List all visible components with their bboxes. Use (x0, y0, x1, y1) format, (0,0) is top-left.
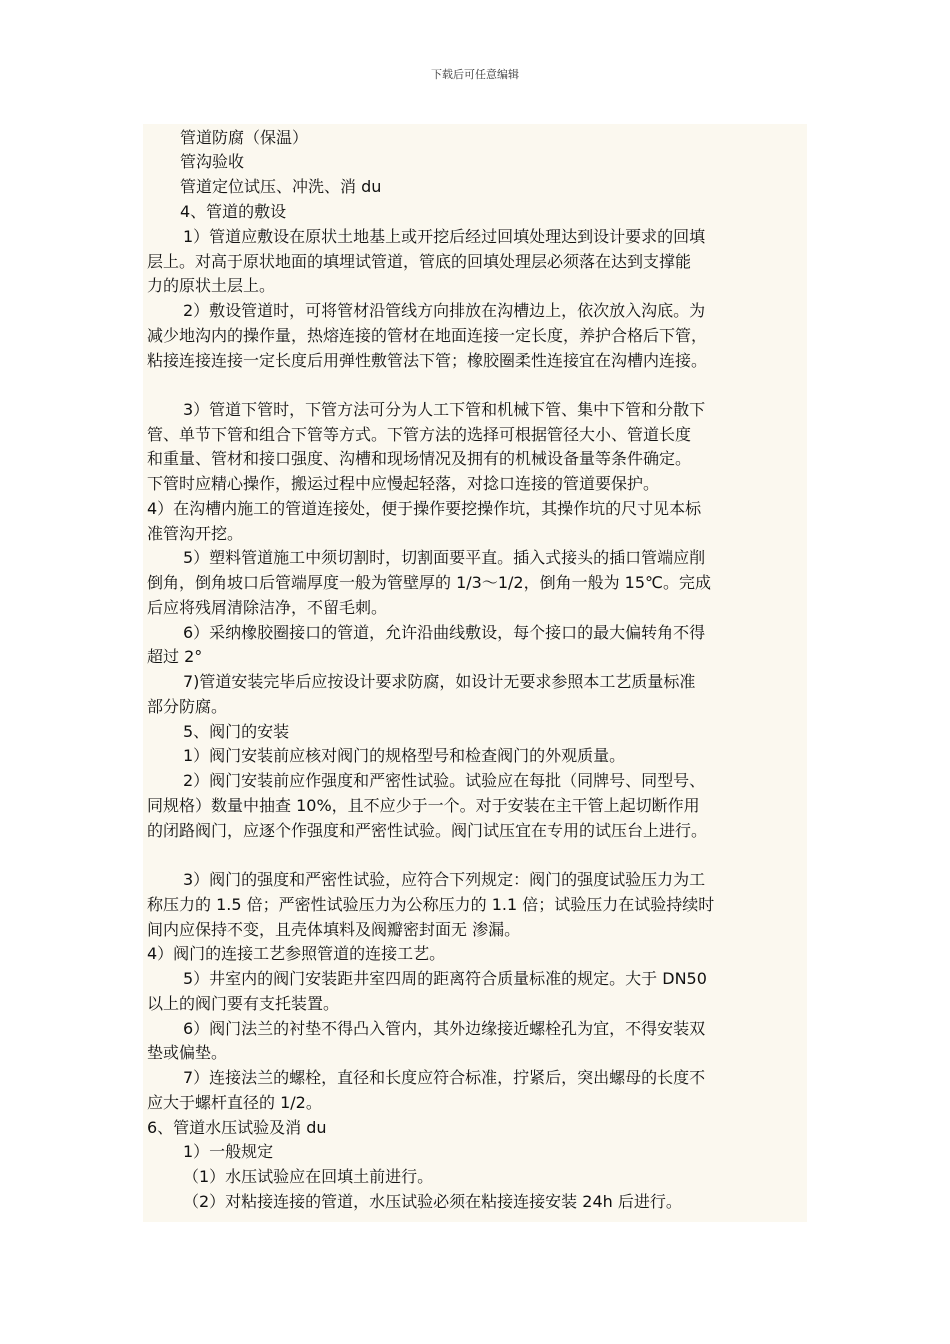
text-line: 1）阀门安装前应核对阀门的规格型号和检查阀门的外观质量。 (183, 746, 626, 765)
text-line: 2）敷设管道时，可将管材沿管线方向排放在沟槽边上，依次放入沟底。为 (183, 301, 706, 320)
text-line: 4）在沟槽内施工的管道连接处，便于操作要挖操作坑，其操作坑的尺寸见本标 (147, 499, 702, 518)
text-line: 准管沟开挖。 (147, 524, 244, 543)
text-line: 的闭路阀门，应逐个作强度和严密性试验。阀门试压宜在专用的试压台上进行。 (147, 821, 708, 840)
text-line: 管沟验收 (180, 152, 245, 171)
text-line: 间内应保持不变，且壳体填料及阀瓣密封面无 渗漏。 (147, 920, 521, 939)
text-line: 层上。对高于原状地面的填埋试管道，管底的回填处理层必须落在达到支撑能 (147, 252, 692, 271)
text-line: 6）采纳橡胶圈接口的管道，允许沿曲线敷设，每个接口的最大偏转角不得 (183, 623, 706, 642)
text-line: 6、管道水压试验及消 du (147, 1118, 327, 1137)
text-line: 5、阀门的安装 (183, 722, 290, 741)
text-line: 以上的阀门要有支托装置。 (147, 994, 340, 1013)
text-line: 6）阀门法兰的衬垫不得凸入管内，其外边缘接近螺栓孔为宜，不得安装双 (183, 1019, 706, 1038)
text-line: 管道防腐（保温） (180, 128, 309, 147)
text-line: 1）管道应敷设在原状土地基上或开挖后经过回填处理达到设计要求的回填 (183, 227, 706, 246)
text-line: 后应将残屑清除洁净，不留毛刺。 (147, 598, 388, 617)
text-line: 倒角，倒角坡口后管端厚度一般为管壁厚的 1/3～1/2，倒角一般为 15℃。完成 (147, 573, 712, 592)
text-line: 称压力的 1.5 倍；严密性试验压力为公称压力的 1.1 倍；试验压力在试验持续时 (147, 895, 715, 914)
text-line: 力的原状土层上。 (147, 276, 276, 295)
text-line: 5）井室内的阀门安装距井室四周的距离符合质量标准的规定。大于 DN50 (183, 969, 707, 988)
text-line: 下管时应精心操作，搬运过程中应慢起轻落，对捻口连接的管道要保护。 (147, 474, 660, 493)
text-line: 垫或偏垫。 (147, 1043, 228, 1062)
text-line: 7)管道安装完毕后应按设计要求防腐，如设计无要求参照本工艺质量标准 (183, 672, 696, 691)
text-line: （2）对粘接连接的管道，水压试验必须在粘接连接安装 24h 后进行。 (183, 1192, 682, 1211)
text-line: 应大于螺杆直径的 1/2。 (147, 1093, 322, 1112)
text-line: 管、单节下管和组合下管等方式。下管方法的选择可根据管径大小、管道长度 (147, 425, 692, 444)
text-line: 3）管道下管时，下管方法可分为人工下管和机械下管、集中下管和分散下 (183, 400, 706, 419)
text-line: （1）水压试验应在回填土前进行。 (183, 1167, 434, 1186)
text-line: 同规格）数量中抽查 10%，且不应少于一个。对于安装在主干管上起切断作用 (147, 796, 700, 815)
document-body (143, 124, 807, 1222)
text-line: 粘接连接连接一定长度后用弹性敷管法下管；橡胶圈柔性连接宜在沟槽内连接。 (147, 351, 708, 370)
page-header: 下载后可任意编辑 (431, 68, 519, 81)
text-line: 1）一般规定 (183, 1142, 274, 1161)
text-line: 4）阀门的连接工艺参照管道的连接工艺。 (147, 944, 446, 963)
text-line: 3）阀门的强度和严密性试验，应符合下列规定：阀门的强度试验压力为工 (183, 870, 706, 889)
text-line: 超过 2° (147, 647, 203, 666)
text-line: 部分防腐。 (147, 697, 228, 716)
text-line: 和重量、管材和接口强度、沟槽和现场情况及拥有的机械设备量等条件确定。 (147, 449, 692, 468)
text-line: 7）连接法兰的螺栓，直径和长度应符合标准，拧紧后，突出螺母的长度不 (183, 1068, 706, 1087)
text-line: 减少地沟内的操作量，热熔连接的管材在地面连接一定长度，养护合格后下管， (147, 326, 708, 345)
text-line: 2）阀门安装前应作强度和严密性试验。试验应在每批（同牌号、同型号、 (183, 771, 706, 790)
text-line: 管道定位试压、冲洗、消 du (180, 177, 382, 196)
text-line: 4、管道的敷设 (180, 202, 287, 221)
text-line: 5）塑料管道施工中须切割时，切割面要平直。插入式接头的插口管端应削 (183, 548, 706, 567)
